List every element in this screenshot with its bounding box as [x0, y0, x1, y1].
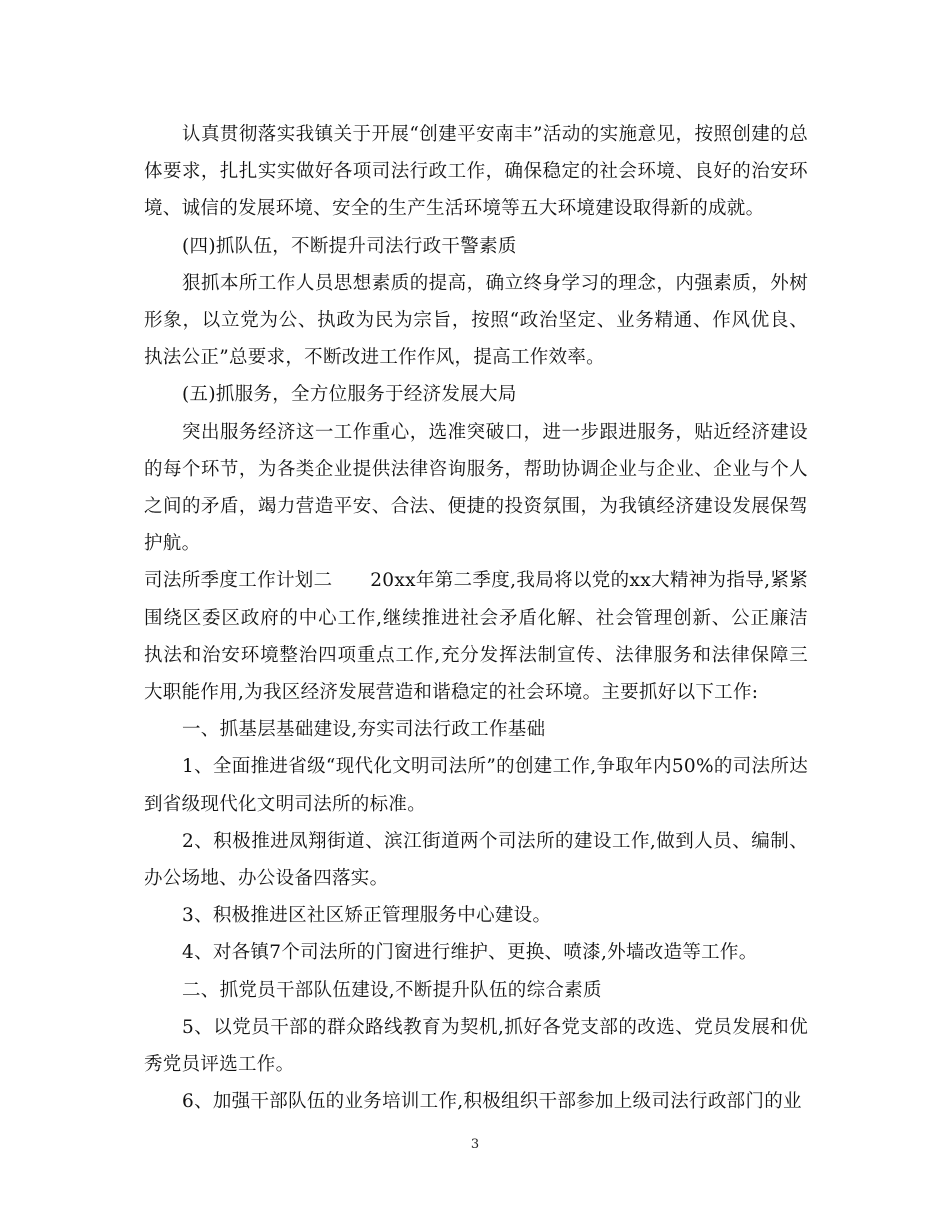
- item-5: 5、以党员干部的群众路线教育为契机,抓好各党支部的改选、党员发展和优秀党员评选工作。: [144, 1016, 808, 1076]
- paragraph-2: 狠抓本所工作人员思想素质的提高，确立终身学习的理念，内强素质，外树形象，以立党为公、执政为民为宗旨，按照“政治坚定、业务精通、作风优良、执法公正”总要求，不断改进工作作风，提高工作效率。: [144, 272, 808, 369]
- page-number: 3: [470, 1137, 480, 1152]
- section-heading-4: (四)抓队伍，不断提升司法行政干警素质: [182, 235, 517, 257]
- plan-two-intro: 司法所季度工作计划二 20xx年第二季度,我局将以党的xx大精神为指导,紧紧围绕区委区政府的中心工作,继续推进社会矛盾化解、社会管理创新、公正廉洁执法和治安环境整治四项重点工作,充分发挥法制宣传、法律服务和法律保障三大职能作用,为我区经济发展营造和谐稳定的社会环境。主要抓好以下工作:: [144, 570, 808, 704]
- item-6: 6、加强干部队伍的业务培训工作,积极组织干部参加上级司法行政部门的业: [182, 1091, 802, 1113]
- item-1: 1、全面推进省级“现代化文明司法所”的创建工作,争取年内50%的司法所达到省级现代化文明司法所的标准。: [144, 756, 808, 815]
- section-heading-1: 一、抓基层基础建设,夯实司法行政工作基础: [182, 719, 546, 741]
- item-2: 2、积极推进凤翔街道、滨江街道两个司法所的建设工作,做到人员、编制、办公场地、办公设备四落实。: [144, 830, 808, 890]
- document-body: [144, 116, 808, 1120]
- section-heading-5: (五)抓服务，全方位服务于经济发展大局: [182, 384, 517, 406]
- paragraph-3: 突出服务经济这一工作重心，选准突破口，进一步跟进服务，贴近经济建设的每个环节，为各类企业提供法律咨询服务，帮助协调企业与企业、企业与个人之间的矛盾，竭力营造平安、合法、便捷的投资氛围，为我镇经济建设发展保驾护航。: [144, 421, 808, 555]
- section-heading-2: 二、抓党员干部队伍建设,不断提升队伍的综合素质: [182, 979, 602, 1001]
- item-4: 4、对各镇7个司法所的门窗进行维护、更换、喷漆,外墙改造等工作。: [182, 942, 758, 964]
- item-3: 3、积极推进区社区矫正管理服务中心建设。: [182, 905, 552, 927]
- paragraph-1: 认真贯彻落实我镇关于开展“创建平安南丰”活动的实施意见，按照创建的总体要求，扎扎实实做好各项司法行政工作，确保稳定的社会环境、良好的治安环境、诚信的发展环境、安全的生产生活环境等五大环境建设取得新的成就。: [144, 124, 808, 220]
